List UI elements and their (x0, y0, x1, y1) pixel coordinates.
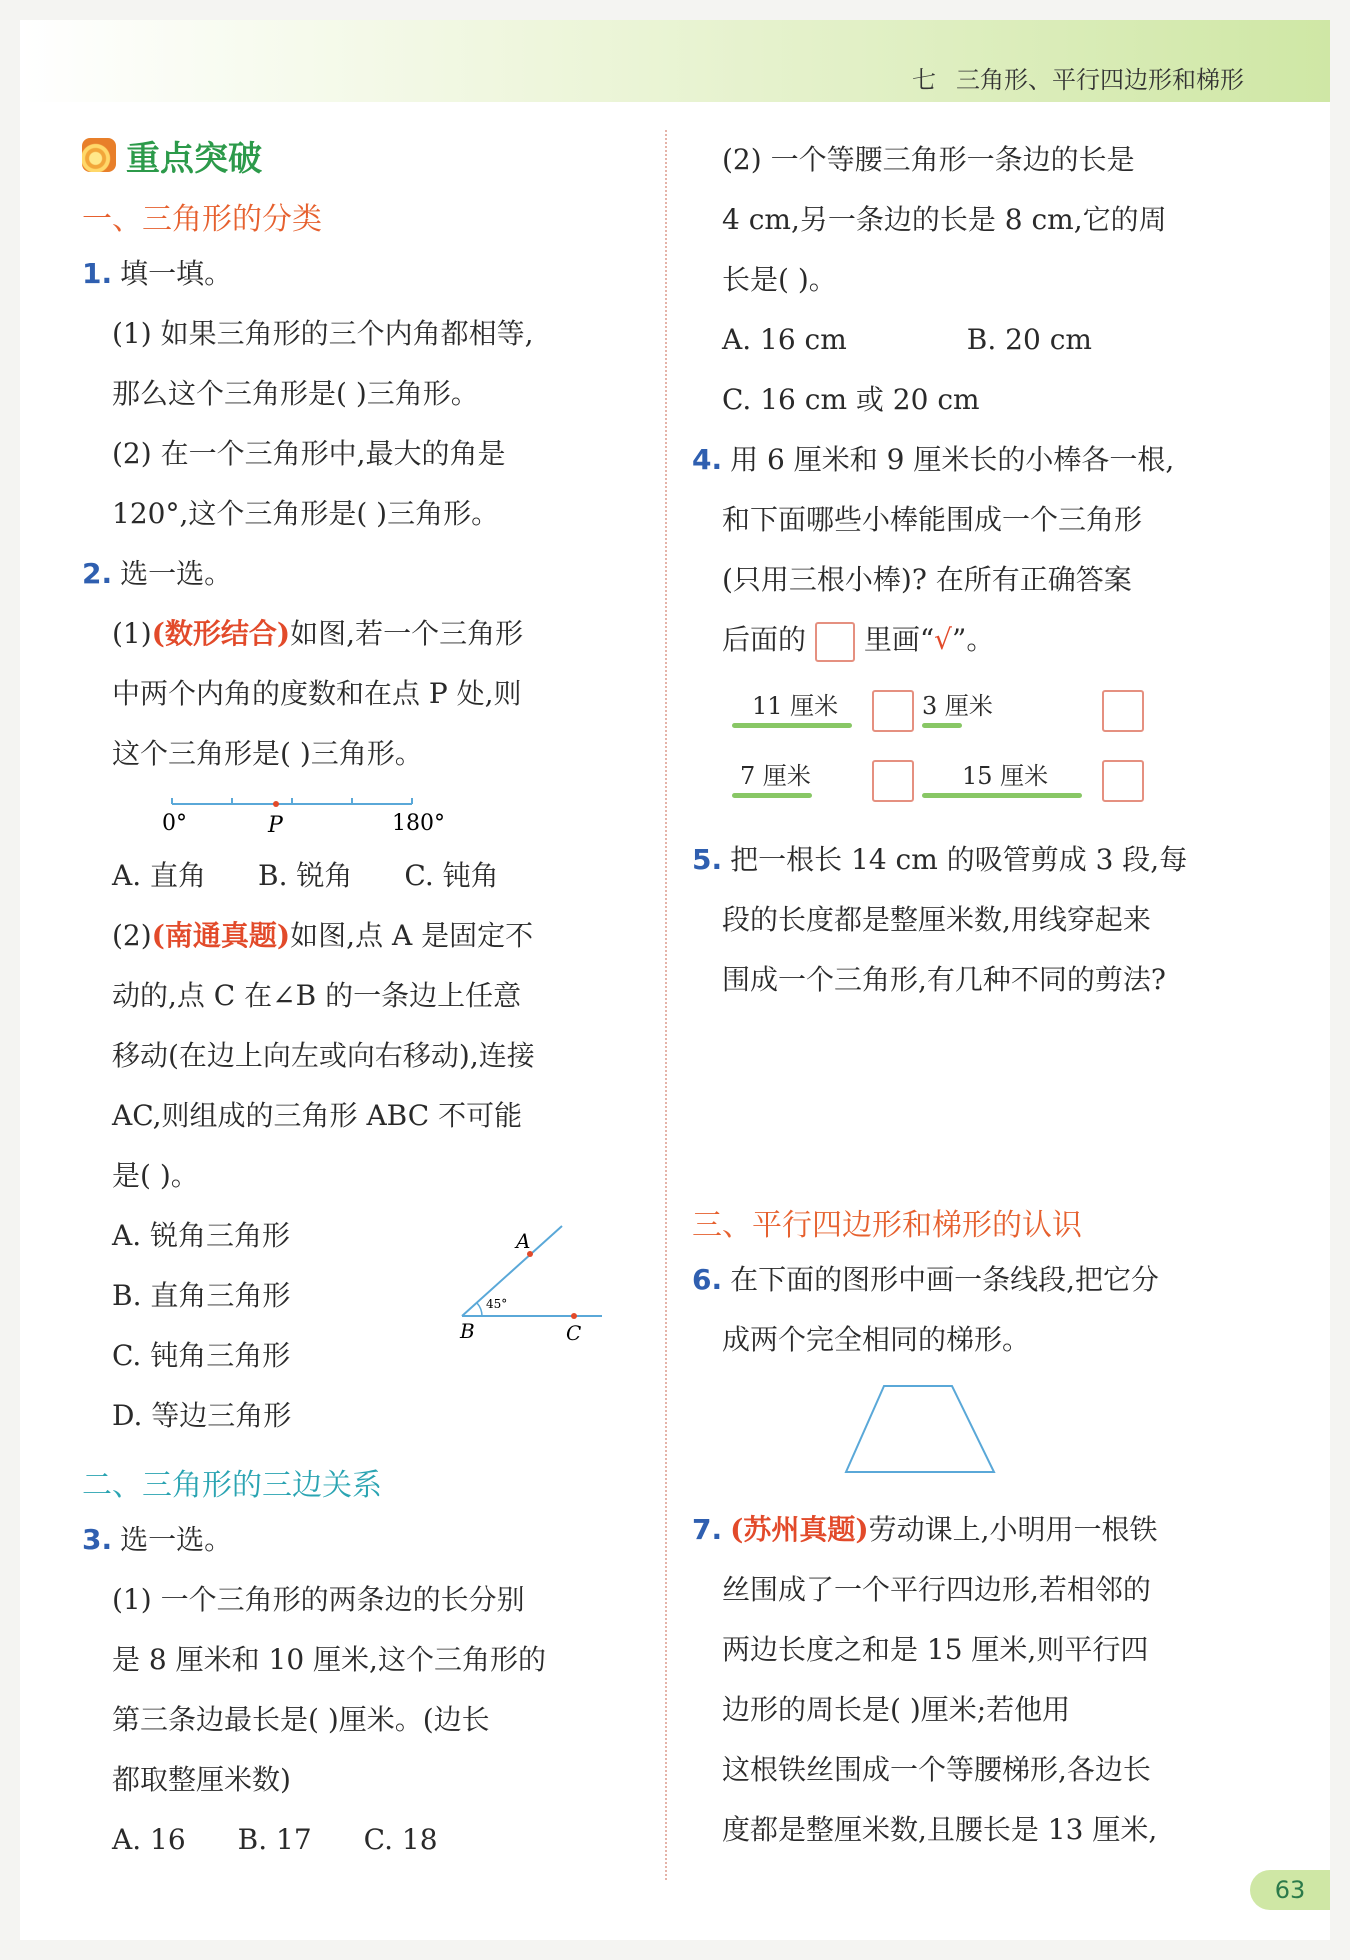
focus-title-text: 重点突破 (126, 138, 262, 179)
q3-part1-options (82, 1810, 642, 1870)
q2-part2-line1 (82, 906, 642, 966)
angle-sum-axis (162, 792, 642, 846)
option-c[interactable]: C. 钝角 (404, 859, 499, 892)
q4-line3: (只用三根小棒)? 在所有正确答案 (722, 563, 1132, 596)
q3-part1-line1: (1) 一个三角形的两条边的长分别 (112, 1583, 525, 1616)
q1-part2-line2: 120°,这个三角形是( )三角形。 (112, 497, 500, 530)
axis-label-p: P (268, 813, 283, 838)
question-3 (82, 1510, 642, 1570)
q1-part1-line1: (1) 如果三角形的三个内角都相等, (112, 317, 534, 350)
q1-part2-line1: (2) 在一个三角形中,最大的角是 (112, 437, 506, 470)
question-stem: 选一选。 (120, 557, 233, 590)
label-angle: 45° (486, 1297, 508, 1311)
question-number: 4. (692, 443, 723, 476)
question-stem: 填一填。 (120, 257, 233, 290)
option-c[interactable]: C. 16 cm 或 20 cm (722, 383, 980, 416)
option-b[interactable]: B. 17 (237, 1823, 312, 1856)
section-title-parallelogram-trapezoid: 三、平行四边形和梯形的认识 (692, 1208, 1082, 1243)
q2-part2-line3: 移动(在边上向左或向右移动),连接 (112, 1039, 535, 1072)
header-band (20, 20, 1330, 102)
q5-answer-space[interactable] (692, 1010, 1272, 1186)
tag-label: (数形结合) (151, 617, 291, 650)
point-p (273, 801, 279, 807)
question-stem: 选一选。 (120, 1523, 233, 1556)
stick-7cm (732, 756, 812, 798)
angle-arc (477, 1303, 482, 1316)
stick-label: 7 厘米 (740, 762, 811, 790)
q3-part1-line2: 是 8 厘米和 10 厘米,这个三角形的 (112, 1643, 546, 1676)
q5-line1: 把一根长 14 cm 的吸管剪成 3 段,每 (730, 843, 1188, 876)
stick-bar (922, 793, 1082, 798)
chapter-heading (912, 60, 1244, 95)
stick-bar (922, 723, 962, 728)
chapter-number: 七 (912, 66, 936, 94)
section-title-side-relation: 二、三角形的三边关系 (82, 1468, 382, 1503)
question-number: 6. (692, 1263, 723, 1296)
text: ”。 (952, 623, 995, 656)
question-6 (692, 1250, 1272, 1310)
tag-label: (南通真题) (151, 919, 291, 952)
q2-part1-line1 (82, 604, 642, 664)
trapezoid-shape[interactable] (846, 1386, 994, 1472)
question-number: 7. (692, 1513, 723, 1546)
question-7 (692, 1500, 1272, 1560)
stick-11cm (732, 686, 852, 728)
option-c[interactable]: C. 18 (363, 1823, 438, 1856)
right-column (692, 130, 1272, 1860)
focus-title (82, 130, 642, 180)
q3-part2-options-row2 (692, 370, 1272, 430)
option-c[interactable]: C. 钝角三角形 (112, 1339, 291, 1372)
q4-line1: 用 6 厘米和 9 厘米长的小棒各一根, (730, 443, 1175, 476)
question-5 (692, 830, 1272, 890)
angle-diagram (442, 1216, 622, 1356)
column-divider (665, 130, 667, 1880)
part-label: (1) (112, 617, 152, 650)
q2-part2-option-block (82, 1206, 642, 1446)
q4-line2: 和下面哪些小棒能围成一个三角形 (722, 503, 1143, 536)
option-b[interactable]: B. 锐角 (258, 859, 353, 892)
check-icon: √ (934, 623, 952, 656)
q4-line4 (692, 610, 1272, 670)
stick-15cm (922, 756, 1082, 798)
question-number: 5. (692, 843, 723, 876)
q3-part1-line3: 第三条边最长是( )厘米。(边长 (112, 1703, 490, 1736)
stick-label: 15 厘米 (962, 762, 1049, 790)
q5-line2: 段的长度都是整厘米数,用线穿起来 (722, 903, 1151, 936)
q2-part2-line5: 是( )。 (112, 1159, 199, 1192)
option-d[interactable]: D. 等边三角形 (112, 1399, 292, 1432)
q6-line2: 成两个完全相同的梯形。 (722, 1323, 1031, 1356)
answer-box-3cm[interactable] (1102, 690, 1144, 732)
q2-part1-line2: 中两个内角的度数和在点 P 处,则 (112, 677, 522, 710)
q7-line6: 度都是整厘米数,且腰长是 13 厘米, (722, 1813, 1158, 1846)
text: 后面的 (722, 623, 807, 656)
label-a: A (516, 1229, 531, 1253)
q3-part2-line3: 长是( )。 (722, 263, 837, 296)
option-b[interactable]: B. 直角三角形 (112, 1279, 291, 1312)
part-label: (2) (112, 919, 152, 952)
axis-label-right: 180° (392, 811, 445, 836)
stick-options (692, 680, 1272, 830)
option-a[interactable]: A. 16 (112, 1823, 186, 1856)
q5-line3: 围成一个三角形,有几种不同的剪法? (722, 963, 1166, 996)
stick-bar (732, 793, 812, 798)
stick-bar (732, 723, 852, 728)
trapezoid-area (692, 1370, 1272, 1500)
question-number: 3. (82, 1523, 113, 1556)
spiral-icon (82, 138, 116, 172)
q2-part2-line4: AC,则组成的三角形 ABC 不可能 (112, 1099, 523, 1132)
stick-label: 3 厘米 (922, 692, 993, 720)
answer-box-7cm[interactable] (872, 760, 914, 802)
angle-ray-ba (462, 1226, 562, 1316)
text: 里画“ (863, 623, 935, 656)
q2-part1-line3: 这个三角形是( )三角形。 (112, 737, 423, 770)
stick-label: 11 厘米 (752, 692, 839, 720)
q2-part2-line2: 动的,点 C 在∠B 的一条边上任意 (112, 979, 522, 1012)
q7-line1: 劳动课上,小明用一根铁 (868, 1513, 1158, 1546)
question-2 (82, 544, 642, 604)
q7-line2: 丝围成了一个平行四边形,若相邻的 (722, 1573, 1151, 1606)
question-number: 2. (82, 557, 113, 590)
q7-line5: 这根铁丝围成一个等腰梯形,各边长 (722, 1753, 1151, 1786)
text: 如图,点 A 是固定不 (290, 919, 534, 952)
q6-line1: 在下面的图形中画一条线段,把它分 (730, 1263, 1160, 1296)
axis-label-left: 0° (162, 811, 187, 836)
q3-part1-line4: 都取整厘米数) (112, 1763, 291, 1796)
chapter-title: 三角形、平行四边形和梯形 (956, 66, 1244, 94)
label-b: B (460, 1319, 475, 1343)
trapezoid-figure[interactable] (842, 1382, 1002, 1478)
answer-box-11cm[interactable] (872, 690, 914, 732)
q7-line3: 两边长度之和是 15 厘米,则平行四 (722, 1633, 1149, 1666)
page-number: 63 (1250, 1870, 1330, 1910)
section-title-classification: 一、三角形的分类 (82, 202, 322, 237)
point-c (571, 1313, 577, 1319)
left-column (82, 130, 642, 1870)
textbook-page (20, 20, 1330, 1940)
q2-part1-options (82, 846, 642, 906)
question-number: 1. (82, 257, 113, 290)
option-a[interactable]: A. 直角 (112, 859, 207, 892)
q3-part2-line1: (2) 一个等腰三角形一条边的长是 (722, 143, 1135, 176)
option-b[interactable]: B. 20 cm (966, 323, 1092, 356)
stick-3cm (922, 686, 993, 728)
question-1 (82, 244, 642, 304)
q7-line4: 边形的周长是( )厘米;若他用 (722, 1693, 1071, 1726)
q3-part2-options-row1 (692, 310, 1272, 370)
answer-box-sample (815, 622, 855, 662)
option-a[interactable]: A. 锐角三角形 (112, 1219, 291, 1252)
q1-part1-line2: 那么这个三角形是( )三角形。 (112, 377, 479, 410)
q3-part2-line2: 4 cm,另一条边的长是 8 cm,它的周 (722, 203, 1167, 236)
label-c: C (566, 1321, 582, 1345)
question-4 (692, 430, 1272, 490)
answer-box-15cm[interactable] (1102, 760, 1144, 802)
text: 如图,若一个三角形 (290, 617, 524, 650)
option-a[interactable]: A. 16 cm (722, 323, 847, 356)
tag-label: (苏州真题) (730, 1513, 869, 1546)
